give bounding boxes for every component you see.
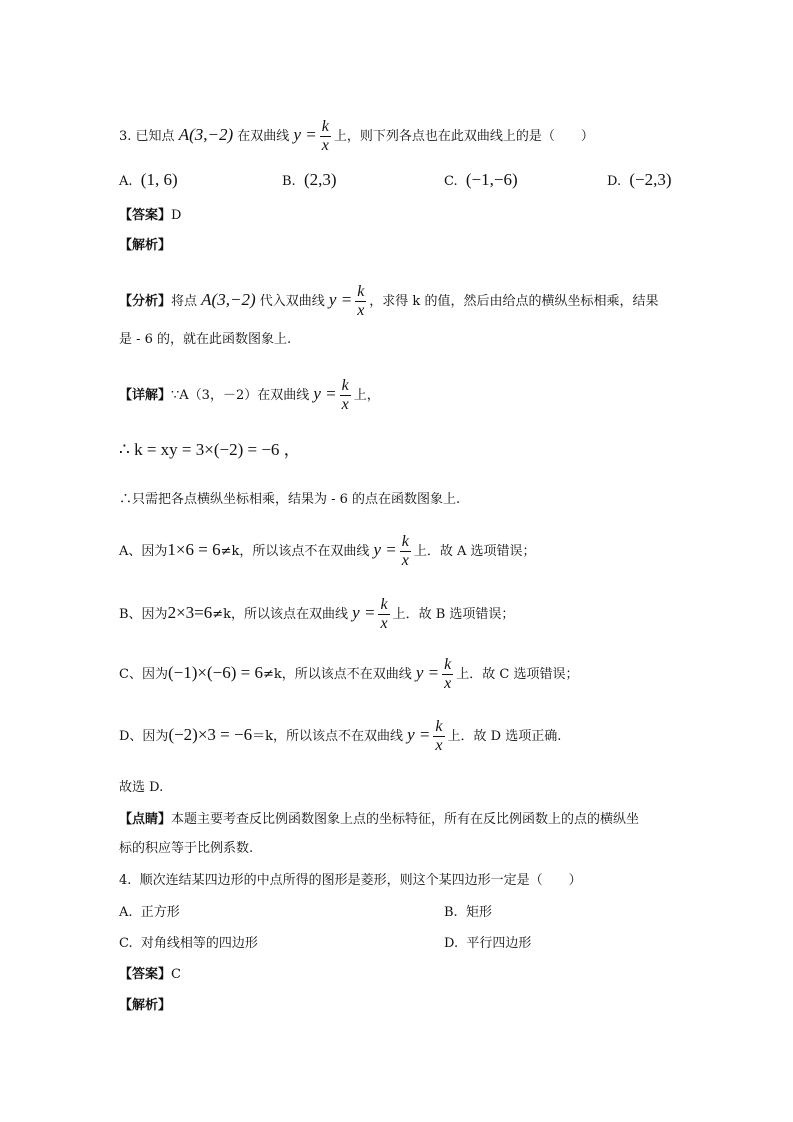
q3-option-a: A. (1, 6) <box>119 170 178 189</box>
fraction-k-over-x: $\frac{k}{x}$ <box>444 656 452 692</box>
q3-number: 3. <box>119 129 132 144</box>
q3-fenxi: 【分析】将点 A(3,−2) 代入双曲线 y = $\frac{k}{x}$ ，求得 k 的值，然后由给点的横纵坐标相乘，结果 <box>119 283 659 319</box>
fraction-k-over-x: $\frac{k}{x}$ <box>357 283 365 319</box>
q3-jiexi-heading: 【解析】 <box>119 238 172 253</box>
q4-option-c: C. 对角线相等的四边形 <box>119 936 258 951</box>
fraction-k-over-x: $\frac{k}{x}$ <box>401 533 409 569</box>
q4-option-b: B. 矩形 <box>444 905 492 920</box>
q4-jiexi-heading: 【解析】 <box>119 998 172 1013</box>
q3-point: A(3,−2) <box>178 125 234 144</box>
q3-dianjing: 【点睛】本题主要考查反比例函数图象上点的坐标特征，所有在反比例函数上的点的横纵坐 <box>119 812 640 827</box>
q3-answer: 【答案】D <box>119 208 182 223</box>
q4-number: 4. <box>119 873 132 888</box>
q3-calc: ∴ k = xy = 3×(−2) = −6 ， <box>119 440 301 459</box>
q3-xiangjie: 【详解】∵A（3，－2）在双曲线 y = $\frac{k}{x}$ 上， <box>119 377 380 413</box>
q3-row-a: A、因为1×6 = 6≠k，所以该点不在双曲线 y = $\frac{k}{x}$ 上．故 A 选项错误； <box>119 533 536 569</box>
q4-stem: 4. 顺次连结某四边形的中点所得的图形是菱形，则这个某四边形一定是（ ） <box>119 873 582 888</box>
q3-option-b: B. (2,3) <box>282 170 337 189</box>
fraction-k-over-x: $\frac{k}{x}$ <box>380 596 388 632</box>
q3-row-b: B、因为2×3=6≠k，所以该点在双曲线 y = $\frac{k}{x}$ 上．故 B 选项错误； <box>119 596 515 632</box>
q3-option-d: D. (−2,3) <box>607 170 672 189</box>
q3-row-d: D、因为(−2)×3 = −6＝k，所以该点不在双曲线 y = $\frac{k}{x}$ 上．故 D 选项正确. <box>119 718 562 754</box>
q3-choose: 故选 D. <box>119 780 164 795</box>
q3-fenxi-line2: 是 - 6 的，就在此函数图象上. <box>119 332 292 347</box>
q3-option-c: C. (−1,−6) <box>444 170 518 189</box>
fraction-k-over-x: $\frac{k}{x}$ <box>341 377 349 413</box>
q3-dianjing-line2: 标的积应等于比例系数. <box>119 841 254 856</box>
q4-answer: 【答案】C <box>119 967 181 982</box>
fraction-k-over-x: $\frac{k}{x}$ <box>321 118 329 154</box>
q3-stem: 3. 已知点 A(3,−2) 在双曲线 y = $\frac{k}{x}$ 上，则下列各点也在此双曲线上的是（ ） <box>119 118 594 154</box>
q4-option-d: D. 平行四边形 <box>444 936 532 951</box>
q4-option-a: A. 正方形 <box>119 905 180 920</box>
q3-step: ∴只需把各点横纵坐标相乘，结果为 - 6 的点在函数图象上. <box>119 492 461 507</box>
fraction-k-over-x: $\frac{k}{x}$ <box>435 718 443 754</box>
q3-row-c: C、因为(−1)×(−6) = 6≠k，所以该点不在双曲线 y = $\frac{k}{x}$ 上．故 C 选项错误； <box>119 656 579 692</box>
